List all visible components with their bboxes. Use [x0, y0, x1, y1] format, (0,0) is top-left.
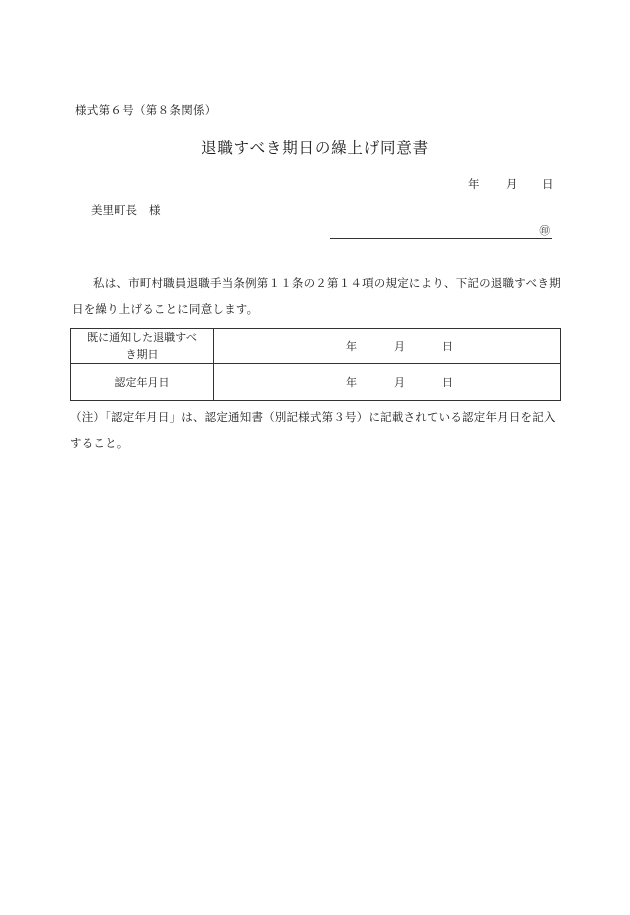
day-label: 日	[442, 340, 453, 353]
addressee	[91, 202, 161, 218]
form-number: 様式第６号（第８条関係）	[75, 103, 217, 117]
table-row	[71, 329, 561, 364]
month-label: 月	[394, 376, 405, 389]
signature-line	[330, 222, 552, 239]
date-day-label: 日	[542, 177, 554, 191]
year-label: 年	[346, 340, 357, 353]
date-month-label: 月	[506, 177, 518, 191]
day-label: 日	[442, 376, 453, 389]
document-date	[468, 176, 554, 192]
date-year-label: 年	[468, 177, 480, 191]
row-value-certification-date	[214, 364, 561, 401]
document-title: 退職すべき期日の繰上げ同意書	[201, 139, 429, 157]
row-value-notified-date	[214, 329, 561, 364]
seal-icon: ㊞	[539, 225, 550, 237]
row-label-notified-date: 既に通知した退職すべき期日	[71, 329, 214, 364]
table-row	[71, 364, 561, 401]
note-text: （注）「認定年月日」は、認定通知書（別記様式第３号）に記載されている認定年月日を記入すること。	[70, 410, 556, 450]
consent-statement: 私は、市町村職員退職手当条例第１１条の２第１４項の規定により、下記の退職すべき期日を繰り上げることに同意します。	[72, 276, 561, 316]
date-table	[70, 328, 561, 401]
addressee-name: 美里町長	[91, 203, 137, 217]
year-label: 年	[346, 376, 357, 389]
addressee-honorific: 様	[149, 203, 161, 217]
month-label: 月	[394, 340, 405, 353]
row-label-certification-date: 認定年月日	[71, 364, 214, 401]
